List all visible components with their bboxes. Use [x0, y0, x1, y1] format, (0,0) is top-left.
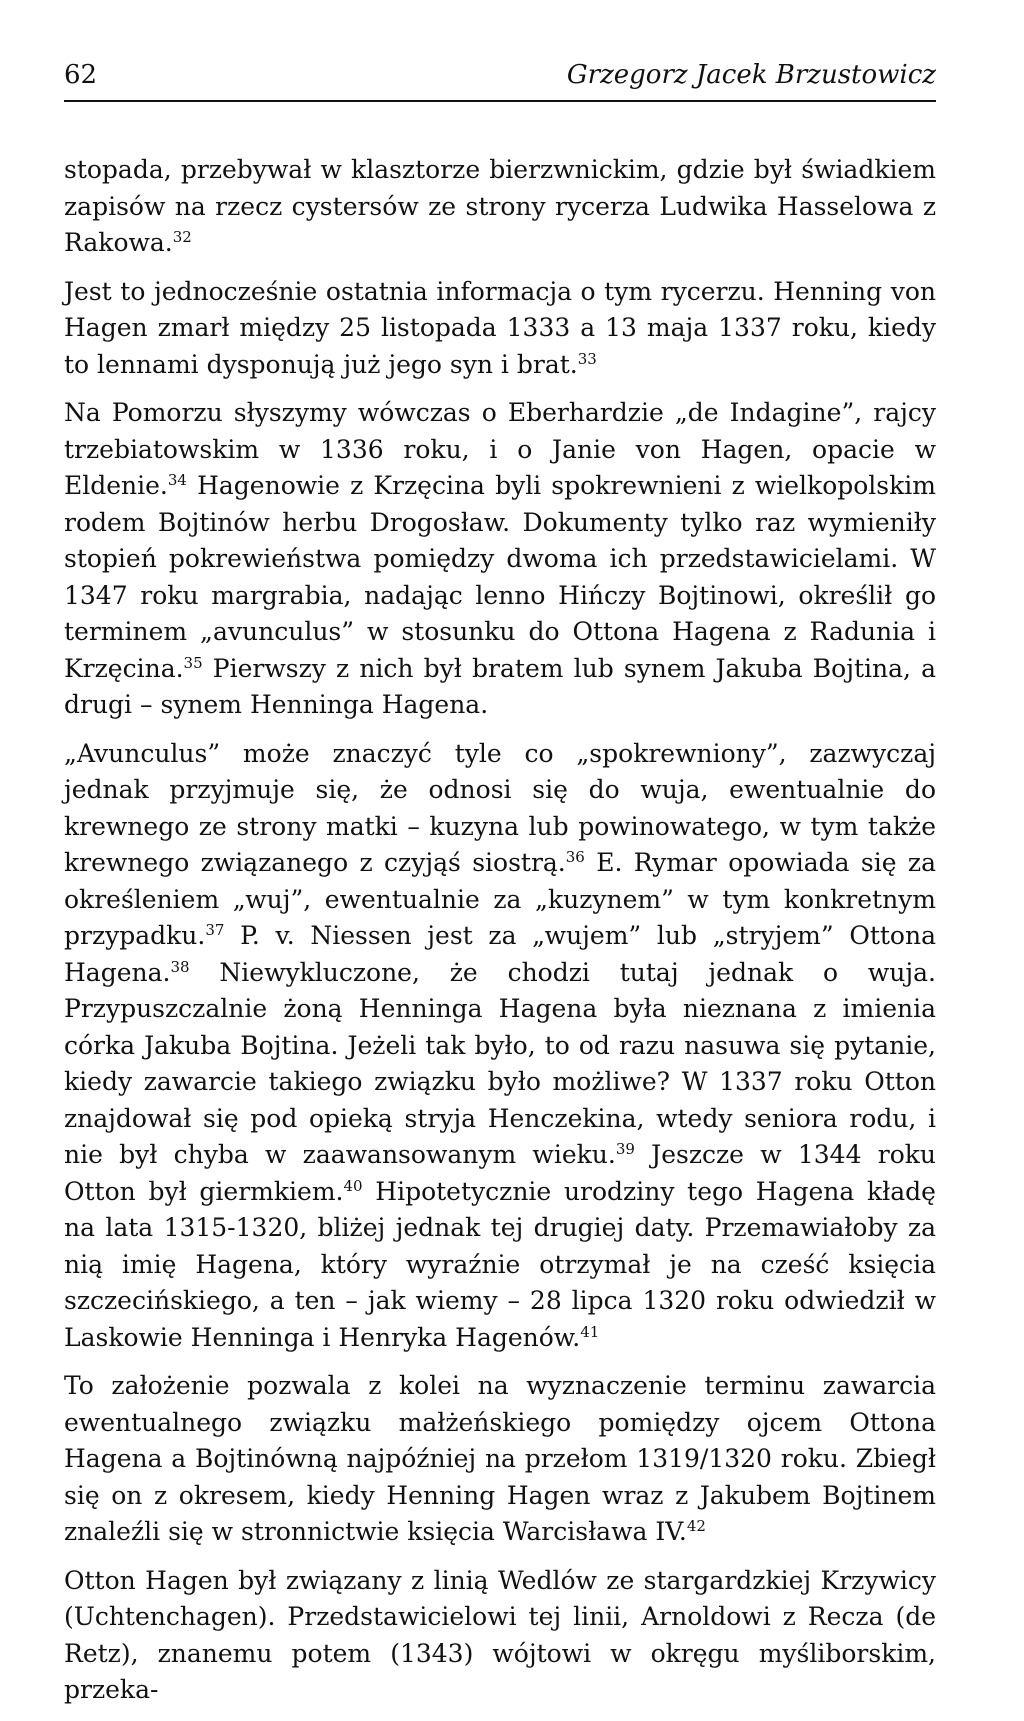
paragraph-text: Pierwszy z nich był bratem lub synem Jakuba Bojtina, a drugi – synem Henninga Hagena.: [64, 653, 936, 719]
footnote-reference: 37: [205, 921, 225, 939]
paragraph: [64, 1368, 936, 1551]
paragraph: [64, 736, 936, 1357]
paragraph-text: Hipotetycznie urodziny tego Hagena kładę na lata 1315-1320, bliżej jednak tej drugiej daty. Przemawiałoby za nią imię Hagena, który wyraźnie otrzymał je na cześć księcia szczecińskiego, a ten – jak wiemy – 28 lipca 1320 roku odwiedził w Laskowie Henninga i Henryka Hagenów.: [64, 1176, 936, 1352]
footnote-reference: 38: [170, 957, 190, 976]
footnote-reference: 41: [580, 1322, 600, 1341]
paragraph-text: Otton Hagen był związany z linią Wedlów ze stargardzkiej Krzywicy (Uchtenchagen). Przedstawicielowi tej linii, Arnoldowi z Recza (de Retz), znanemu potem (1343) wójtowi w okręgu myśliborskim, przeka-: [64, 1565, 936, 1704]
paragraph-text: Niewykluczone, że chodzi tutaj jednak o wuja. Przypuszczalnie żoną Henninga Hagena była nieznana z imienia córka Jakuba Bojtina. Jeżeli tak było, to od razu nasuwa się pytanie, kiedy zawarcie takiego związku było możliwe? W 1337 roku Otton znajdował się pod opieką stryja Henczekina, wtedy seniora rodu, i nie był chyba w zaawansowanym wieku.: [64, 957, 936, 1169]
footnote-reference: 35: [183, 653, 203, 672]
paragraph-text: To założenie pozwala z kolei na wyznaczenie terminu zawarcia ewentualnego związku małżeńskiego pomiędzy ojcem Ottona Hagena a Bojtinówną najpóźniej na przełom 1319/1320 roku. Zbiegł się on z okresem, kiedy Henning Hagen wraz z Jakubem Bojtinem znaleźli się w stronnictwie księcia Warcisława IV.: [64, 1371, 936, 1546]
footnote-reference: 42: [686, 1517, 706, 1535]
footnote-reference: 34: [167, 471, 187, 489]
footnote-reference: 36: [565, 848, 585, 866]
paragraph-text: Hagenowie z Krzęcina byli spokrewnieni z wielkopolskim rodem Bojtinów herbu Drogosław. Dokumenty tylko raz wymieniły stopień pokrewieństwa pomiędzy dwoma ich przedstawicielami. W 1347 roku margrabia, nadając lenno Hińczy Bojtinowi, określił go terminem „avunculus” w stosunku do Ottona Hagena z Radunia i Krzęcina.: [64, 471, 936, 683]
paragraph: [64, 152, 936, 262]
paragraph-text: stopada, przebywał w klasztorze bierzwnickim, gdzie był świadkiem zapisów na rzecz cystersów ze strony rycerza Ludwika Hasselowa z Rakowa.: [64, 155, 936, 257]
body-text: [64, 152, 936, 1709]
paragraph-text: „Avunculus” może znaczyć tyle co „spokrewniony”, zazwyczaj jednak przyjmuje się, że odnosi się do wuja, ewentualnie do krewnego ze strony matki – kuzyna lub powinowatego, w tym także krewnego związanego z czyjąś siostrą.: [64, 738, 936, 877]
running-header-author: Grzegorz Jacek Brzustowicz: [566, 60, 936, 90]
page-number: 62: [64, 60, 98, 90]
paragraph: [64, 395, 936, 724]
paragraph: [64, 1563, 936, 1709]
running-header: [64, 60, 936, 102]
footnote-reference: 40: [343, 1176, 363, 1195]
paragraph-text: E. Rymar opowiada się za określeniem „wuj”, ewentualnie za „kuzynem” w tym konkretnym przypadku.: [64, 848, 936, 950]
paragraph: [64, 274, 936, 384]
paragraph-text: P. v. Niessen jest za „wujem” lub „stryjem” Ottona Hagena.: [64, 921, 936, 987]
paragraph-text: Jeszcze w 1344 roku Otton był giermkiem.: [64, 1140, 936, 1206]
page: [64, 60, 936, 1721]
footnote-reference: 39: [615, 1140, 635, 1158]
paragraph-text: Jest to jednocześnie ostatnia informacja o tym rycerzu. Henning von Hagen zmarł między 25 listopada 1333 a 13 maja 1337 roku, kiedy to lennami dysponują już jego syn i brat.: [64, 276, 936, 379]
paragraph-text: Na Pomorzu słyszymy wówczas o Eberhardzie „de Indagine”, rajcy trzebiatowskim w 1336 roku, i o Janie von Hagen, opacie w Eldenie.: [64, 398, 936, 500]
footnote-reference: 33: [577, 349, 597, 368]
footnote-reference: 32: [172, 228, 192, 246]
